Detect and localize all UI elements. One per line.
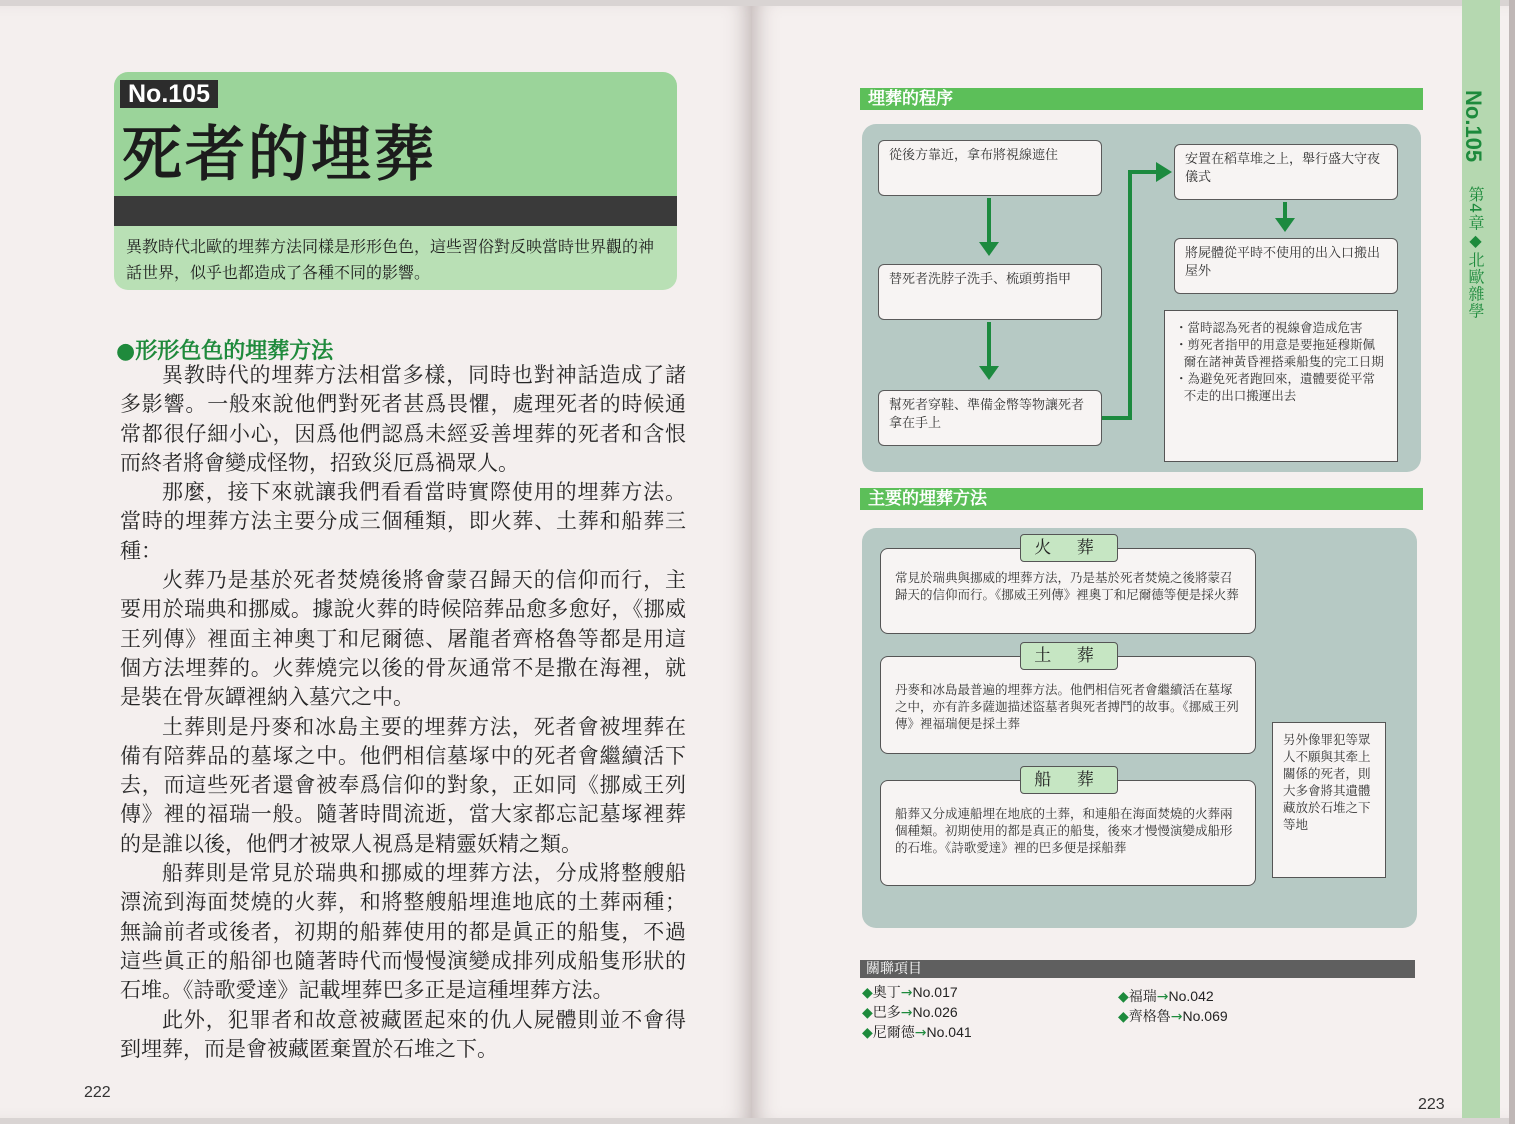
note-item: ・為避免死者跑回來，遺體要從平常不走的出口搬運出去 [1175, 371, 1376, 403]
arrow-down-icon [1283, 202, 1287, 220]
related-heading: 關聯項目 [860, 960, 1415, 978]
method-card-ship: 船葬又分成連船埋在地底的土葬，和連船在海面焚燒的火葬兩個種類。初期使用的都是真正的船隻，後來才慢慢演變成船形的石堆。《詩歌愛達》裡的巴多便是採船葬 [880, 780, 1256, 886]
procedure-step-1: 從後方靠近，拿布將視線遮住 [878, 140, 1102, 196]
paragraph: 火葬乃是基於死者焚燒後將會蒙召歸天的信仰而行，主要用於瑞典和挪威。據說火葬的時候陪葬品愈多愈好，《挪威王列傳》裡面主神奧丁和尼爾德、屠龍者齊格魯等都是用這個方法埋葬的。火葬燒完以後的骨灰通常不是撒在海裡，就是裝在骨灰罈裡納入墓穴之中。 [120, 568, 686, 710]
procedure-step-4: 安置在稻草堆之上，舉行盛大守夜儀式 [1174, 144, 1398, 200]
spine-chapter: 第4章◆北歐雜學 [1466, 186, 1485, 320]
body-text [120, 361, 686, 1064]
related-item: ◆福瑞→No.042 [1118, 988, 1214, 1005]
title-divider [114, 196, 677, 226]
paragraph: 異教時代的埋葬方法相當多樣，同時也對神話造成了諸多影響。一般來說他們對死者甚爲畏懼，處理死者的時候通常都很仔細小心，因爲他們認爲未經妥善埋葬的死者和含恨而終者將會變成怪物，招致災厄爲禍眾人。 [120, 363, 686, 475]
procedure-step-5: 將屍體從平時不使用的出入口搬出屋外 [1174, 238, 1398, 294]
note-item: ・當時認為死者的視線會造成危害 [1175, 320, 1363, 335]
diamond-icon: ◆ [1118, 1009, 1129, 1025]
methods-heading: 主要的埋葬方法 [860, 488, 1423, 510]
paragraph: 船葬則是常見於瑞典和挪威的埋葬方法，分成將整艘船漂流到海面焚燒的火葬，和將整艘船埋進地底的土葬兩種；無論前者或後者，初期的船葬使用的都是眞正的船隻，不過這些眞正的船卻也隨著時代而慢慢演變成排列成船隻形狀的石堆。《詩歌愛達》記載埋葬巴多正是這種埋葬方法。 [120, 861, 686, 1003]
related-item: ◆奧丁→No.017 [862, 984, 958, 1001]
page-number-right: 223 [1418, 1096, 1445, 1113]
page-title: 死者的埋葬 [122, 120, 437, 190]
chapter-spine [1460, 90, 1490, 330]
methods-side-note: 另外像罪犯等眾人不願與其牽上關係的死者，則大多會將其遺體藏放於石堆之下等地 [1272, 722, 1386, 878]
diamond-icon: ◆ [862, 985, 873, 1001]
diamond-icon: ◆ [862, 1025, 873, 1041]
title-summary: 異教時代北歐的埋葬方法同樣是形形色色，這些習俗對反映當時世界觀的神話世界，似乎也都造成了各種不同的影響。 [114, 226, 677, 290]
procedure-step-3: 幫死者穿鞋、準備金幣等物讓死者拿在手上 [878, 390, 1102, 446]
method-label-burial: 土 葬 [1020, 642, 1118, 670]
spine-number: No.105 [1461, 90, 1486, 163]
method-label-cremation: 火 葬 [1020, 534, 1118, 562]
entry-number-tag: No.105 [120, 80, 218, 108]
paragraph: 此外，犯罪者和故意被藏匿起來的仇人屍體則並不會得到埋葬，而是會被藏匿棄置於石堆之下。 [120, 1007, 686, 1061]
page-number-left: 222 [84, 1084, 111, 1101]
procedure-step-2: 替死者洗脖子洗手、梳頭剪指甲 [878, 264, 1102, 320]
arrow-down-icon [987, 198, 991, 244]
procedure-notes [1164, 310, 1398, 462]
paragraph: 土葬則是丹麥和冰島主要的埋葬方法，死者會被埋葬在備有陪葬品的墓塚之中。他們相信墓塚中的死者會繼續活下去，而這些死者還會被奉爲信仰的對象，正如同《挪威王列傳》裡的福瑞一般。隨著時間流逝，當大家都忘記墓塚裡葬的是誰以後，他們才被眾人視爲是精靈妖精之類。 [120, 714, 686, 856]
note-item: ・剪死者指甲的用意是要拖延穆斯佩爾在諸神黃昏裡搭乘船隻的完工日期 [1175, 337, 1384, 369]
title-block [114, 72, 677, 290]
procedure-heading: 埋葬的程序 [860, 88, 1423, 110]
paragraph: 那麼，接下來就讓我們看看當時實際使用的埋葬方法。當時的埋葬方法主要分成三個種類，即火葬、土葬和船葬三種： [120, 480, 686, 563]
book-edge [1509, 0, 1515, 1124]
section-heading: ●形形色色的埋葬方法 [116, 339, 334, 364]
method-card-burial: 丹麥和冰島最普遍的埋葬方法。他們相信死者會繼續活在墓塚之中，亦有許多薩迦描述盜墓者與死者搏鬥的故事。《挪威王列傳》裡福瑞便是採土葬 [880, 656, 1256, 754]
related-item: ◆巴多→No.026 [862, 1004, 958, 1021]
arrow-down-icon [987, 322, 991, 368]
diamond-icon: ◆ [1118, 989, 1129, 1005]
diamond-icon: ◆ [862, 1005, 873, 1021]
method-label-ship: 船 葬 [1020, 766, 1118, 794]
related-item: ◆齊格魯→No.069 [1118, 1008, 1228, 1025]
related-item: ◆尼爾德→No.041 [862, 1024, 972, 1041]
method-card-cremation: 常見於瑞典與挪威的埋葬方法，乃是基於死者焚燒之後將蒙召歸天的信仰而行。《挪威王列傳》裡奧丁和尼爾德等便是採火葬 [880, 548, 1256, 634]
